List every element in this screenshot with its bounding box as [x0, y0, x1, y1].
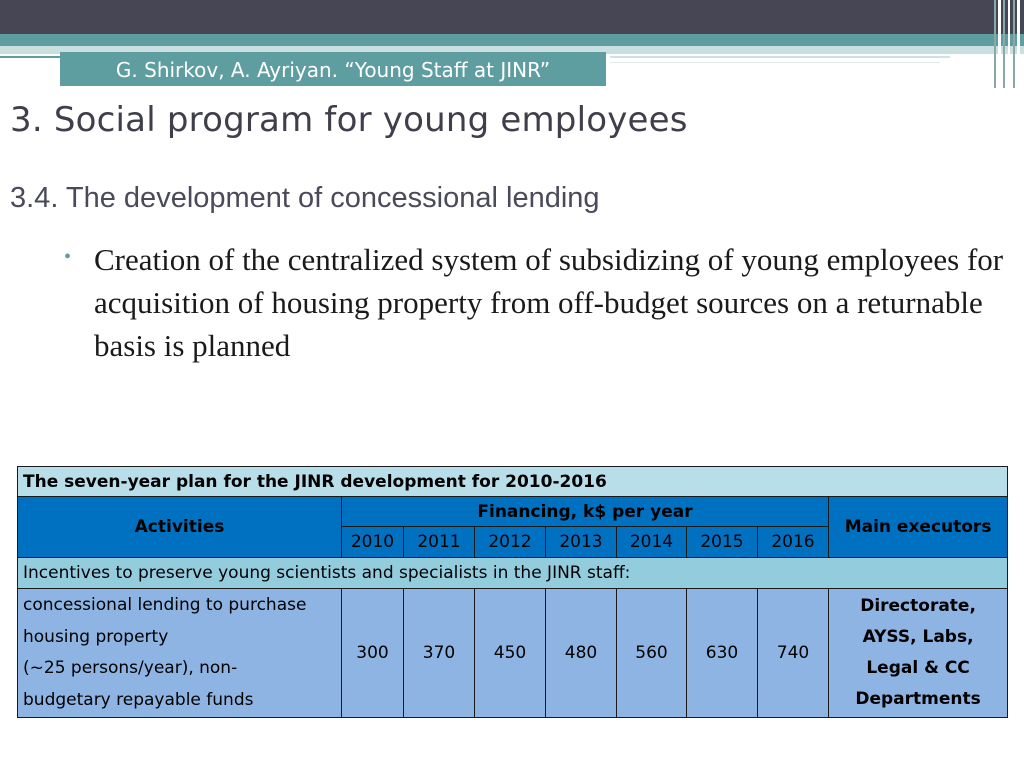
header-year: 2014: [617, 527, 687, 558]
slide-subtitle: 3.4. The development of concessional lending: [10, 182, 600, 214]
value-cell: 450: [475, 589, 546, 718]
bullet-text: Creation of the centralized system of subsidizing of young employees for acquisition of housing property from off-budget sources on a returnable basis is planned: [94, 242, 1004, 363]
section-label: Incentives to preserve young scientists and specialists in the JINR staff:: [18, 558, 1008, 589]
value-cell: 480: [546, 589, 617, 718]
bullet-item: [64, 238, 1004, 367]
executors-cell: [829, 589, 1008, 718]
value-cell: 630: [687, 589, 758, 718]
value-cell: 370: [404, 589, 475, 718]
header-year: 2011: [404, 527, 475, 558]
activity-cell: [18, 589, 342, 718]
header-activities: Activities: [18, 497, 342, 558]
author-line: G. Shirkov, A. Ayriyan. “Young Staff at JINR”: [115, 58, 551, 82]
decor-stripe: [1003, 0, 1005, 88]
header-year: 2010: [342, 527, 404, 558]
decor-stripe: [994, 0, 996, 88]
header-year: 2012: [475, 527, 546, 558]
executor-line: Legal & CC: [866, 658, 970, 678]
value-cell: 740: [758, 589, 829, 718]
header-year: 2015: [687, 527, 758, 558]
author-accent-line: [0, 56, 60, 58]
header-year: 2016: [758, 527, 829, 558]
header-year: 2013: [546, 527, 617, 558]
table-title: The seven-year plan for the JINR development for 2010-2016: [18, 467, 1008, 497]
value-cell: 300: [342, 589, 404, 718]
header-executors: Main executors: [829, 497, 1008, 558]
plan-table: [17, 466, 1008, 718]
executor-line: Directorate,: [860, 596, 976, 616]
author-banner: [60, 52, 606, 86]
slide-title: 3. Social program for young employees: [10, 100, 688, 140]
top-bar: [0, 0, 1024, 34]
executor-line: AYSS, Labs,: [862, 627, 974, 647]
activity-line: concessional lending to purchase: [23, 595, 307, 615]
decor-stripe: [1017, 0, 1020, 88]
header-financing: Financing, k$ per year: [342, 497, 829, 527]
decor-line: [610, 56, 950, 58]
decor-stripe: [1013, 0, 1015, 88]
activity-line: budgetary repayable funds: [23, 689, 254, 710]
value-cell: 560: [617, 589, 687, 718]
executor-line: Departments: [855, 689, 981, 709]
decor-stripe: [1008, 0, 1010, 88]
decor-line: [610, 62, 940, 63]
table-row: [18, 589, 1008, 718]
activity-line: housing property: [23, 626, 169, 647]
bullet-icon: •: [64, 246, 72, 268]
decor-stripe: [998, 0, 1001, 88]
teal-band: [0, 34, 1024, 46]
activity-line: (~25 persons/year), non-: [23, 658, 238, 678]
